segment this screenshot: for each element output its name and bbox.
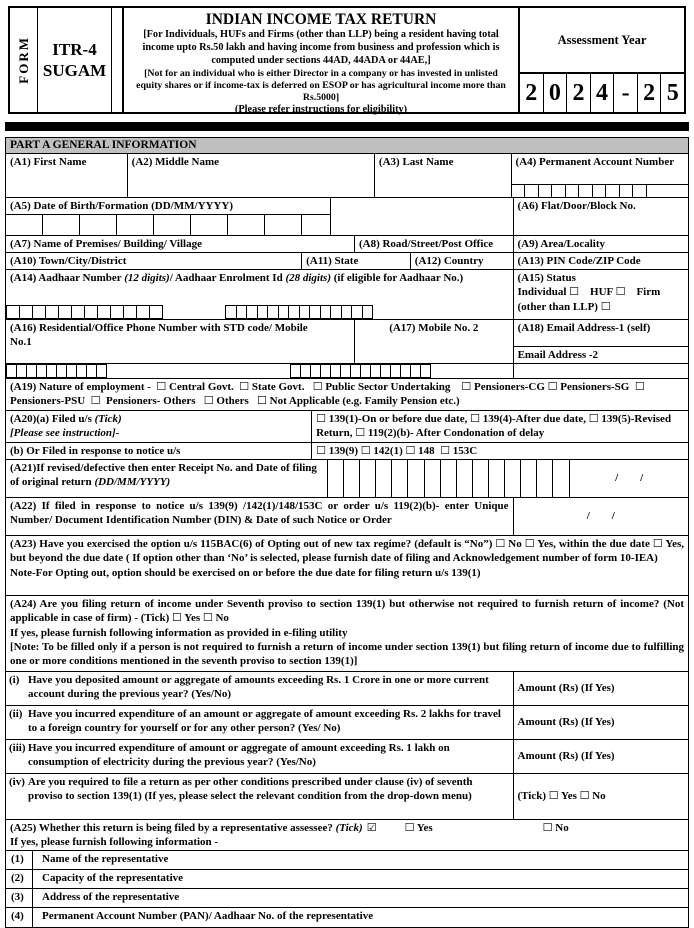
dob-blank-cell[interactable] (331, 198, 513, 235)
rep-1-field[interactable]: Name of the representative (42, 853, 169, 865)
question-iii-number: (iii) (9, 742, 26, 754)
question-i-cell (6, 672, 514, 705)
row-name-pan (6, 154, 688, 198)
question-ii-text: Have you incurred expenditure of an amount or aggregate of amount exceeding Rs. 2 lakhs for travel to a foreign country for yourself or for any other person? (Yes/ No) (28, 708, 501, 735)
form-vertical-label-cell (10, 8, 38, 112)
form-vertical-label: FORM (15, 36, 31, 84)
question-i-number: (i) (9, 674, 20, 686)
question-ii-answer[interactable]: Amount (Rs) (If Yes) (517, 716, 615, 729)
assessment-year-digit[interactable]: 2 (520, 74, 544, 112)
row-a23 (6, 536, 688, 596)
rep-3-number: (3) (6, 889, 33, 907)
field-a11-state[interactable] (302, 253, 411, 269)
rep-2-field[interactable]: Capacity of the representative (42, 872, 184, 884)
field-a22-label: (A22) If filed in response to notice u/s 139(9) /142(1)/148/153C or order u/s 119(2)(b)- enter Unique Number/ Document Identification Number (DIN) & Date of such Notice or Order (6, 498, 514, 535)
field-a5-label: (A5) Date of Birth/Formation (DD/MM/YYYY) (6, 198, 330, 215)
section-divider-bar (5, 122, 689, 131)
field-a25-cell (6, 820, 688, 850)
field-a15-status (514, 270, 689, 319)
field-a14-label-part3: (if eligible for Aadhaar No.) (330, 272, 464, 284)
field-a8-road[interactable] (355, 236, 514, 252)
row-question-iv (6, 774, 688, 820)
field-a23-options[interactable]: (A23) Have you exercised the option u/s 115BAC(6) of Opting out of new tax regime? (default is “No”) ☐ No ☐ Yes, within the due date ☐ Yes, but beyond the due date ( If option other than ‘No’ is selected, please furnish date of filing and Acknowledgement number of form 10-IEA) (10, 538, 684, 565)
pan-digit-boxes[interactable] (512, 184, 688, 197)
field-a18-email1-label: (A18) Email Address-1 (self) (517, 322, 651, 334)
field-a10-label: (A10) Town/City/District (10, 255, 127, 267)
form-description-3: (Please refer instructions for eligibility) (234, 104, 408, 116)
field-a2-middle-name[interactable] (128, 154, 375, 197)
field-a13-pin[interactable] (514, 253, 688, 269)
field-a22-date[interactable]: / / (586, 510, 615, 523)
field-a16-label: (A16) Residential/Office Phone Number with STD code/ Mobile No.1 (10, 322, 308, 349)
field-a1-label: (A1) First Name (10, 156, 87, 168)
row-representative-2 (6, 870, 688, 889)
field-a10-town[interactable] (6, 253, 302, 269)
field-a4-label: (A4) Permanent Account Number (515, 156, 675, 168)
aadhaar-boxes-row (6, 305, 513, 319)
rep-1-number: (1) (6, 851, 33, 869)
form-number-cell (38, 8, 112, 112)
question-ii-number: (ii) (9, 708, 23, 720)
field-a20a-label-cell (6, 411, 312, 442)
form-number: ITR-4 (52, 39, 97, 59)
field-a11-label: (A11) State (306, 255, 359, 267)
field-a20b-options[interactable]: ☐ 139(9) ☐ 142(1) ☐ 148 ☐ 153C (316, 445, 478, 457)
row-a19-employment (6, 379, 688, 411)
assessment-year-digit[interactable]: 0 (544, 74, 568, 112)
field-a3-label: (A3) Last Name (378, 156, 454, 168)
question-iv-text: Are you required to file a return as per other conditions prescribed under clause (iv) of seventh proviso to section 139(1) (If yes, please select the relevant condition from the drop-down menu) (28, 776, 473, 803)
field-a16-phone1[interactable] (6, 320, 355, 363)
form-title: INDIAN INCOME TAX RETURN (205, 11, 437, 28)
field-a18-email (514, 320, 688, 363)
question-iv-number: (iv) (9, 776, 25, 788)
field-a25-label: (A25) Whether this return is being filed by a representative assessee? (10, 822, 336, 834)
field-a5-dob (6, 198, 331, 235)
assessment-year-digit[interactable]: 2 (638, 74, 662, 112)
question-i-answer[interactable]: Amount (Rs) (If Yes) (517, 682, 615, 695)
row-a25 (6, 820, 688, 851)
aadhaar-number-boxes[interactable] (6, 305, 163, 319)
field-a12-country[interactable] (411, 253, 514, 269)
row-a24 (6, 596, 688, 672)
field-a18-email2[interactable] (514, 347, 688, 363)
field-a8-label: (A8) Road/Street/Post Office (358, 238, 494, 250)
field-a6-flat[interactable] (514, 198, 688, 235)
field-a4-pan (512, 154, 688, 197)
field-a17-label: (A17) Mobile No. 2 (389, 322, 479, 334)
part-a-title: PART A GENERAL INFORMATION (6, 138, 688, 154)
row-representative-3 (6, 889, 688, 908)
assessment-year-digit[interactable]: 2 (567, 74, 591, 112)
field-a6-label: (A6) Flat/Door/Block No. (517, 200, 636, 212)
field-a18-email1[interactable] (514, 320, 688, 347)
row-a20a (6, 411, 688, 443)
form-subname: SUGAM (42, 61, 107, 80)
field-a25-tick-note: (Tick) (335, 822, 363, 834)
form-description-1: [For Individuals, HUFs and Firms (other than LLP) being a resident having total income upto Rs.50 lakh and having income from business and profession which is computed under sections 44AD, 44ADA or 44AE,] (142, 29, 500, 66)
field-a12-label: (A12) Country (414, 255, 484, 267)
field-a2-label: (A2) Middle Name (131, 156, 220, 168)
a25-checked-checkbox[interactable]: ☑ (366, 822, 377, 834)
field-a14-enrolment-note: (28 digits) (285, 272, 331, 284)
field-a13-label: (A13) PIN Code/ZIP Code (517, 255, 641, 267)
row-a22 (6, 498, 688, 536)
question-iv-answer[interactable]: (Tick) ☐ Yes ☐ No (517, 790, 606, 803)
question-iii-answer[interactable]: Amount (Rs) (If Yes) (517, 750, 615, 763)
field-a23-note: Note-For Opting out, option should be exercised on or before the due date for filing return u/s 139(1) (10, 566, 481, 579)
rep-2-number: (2) (6, 870, 33, 888)
form-description-cell (124, 8, 520, 116)
row-question-i (6, 672, 688, 706)
receipt-number-boxes[interactable] (328, 460, 570, 497)
field-a20b-label: (b) Or Filed in response to notice u/s (6, 443, 312, 459)
field-a17-mobile2[interactable] (355, 320, 514, 363)
assessment-year-separator: - (614, 74, 638, 112)
header-divider (112, 8, 124, 112)
field-a9-area[interactable] (514, 236, 688, 252)
field-a7-premises[interactable] (6, 236, 355, 252)
dob-digit-boxes[interactable] (6, 215, 330, 235)
form-header (8, 6, 686, 114)
field-a24-note: [Note: To be filled only if a person is not required to furnish a return of income under section 139(1) but filing return of income due to fulfilling one or more conditions mentioned in the seventh proviso to section 139(1)] (10, 640, 684, 668)
aadhaar-enrolment-boxes[interactable] (225, 305, 373, 319)
field-a21-date[interactable]: / / (615, 472, 644, 485)
field-a14-label-part1: (A14) Aadhaar Number (10, 272, 125, 284)
phone1-digit-boxes[interactable] (6, 364, 107, 378)
phone-boxes-cell (6, 364, 514, 378)
assessment-year-digit[interactable]: 4 (591, 74, 615, 112)
a25-no-checkbox[interactable]: ☐ No (542, 822, 569, 834)
field-a18-email2-label: Email Address -2 (517, 348, 599, 361)
field-a21-label: (A21)If revised/defective then enter Receipt No. and Date of filing of original return (10, 462, 317, 489)
field-a14-digits-note: (12 digits) (124, 272, 170, 284)
row-a20b (6, 443, 688, 460)
assessment-year-label: Assessment Year (520, 8, 684, 74)
mobile2-digit-boxes[interactable] (290, 364, 431, 378)
question-iii-text: Have you incurred expenditure of amount or aggregate of amount exceeding Rs. 1 lakh on consumption of electricity during the previous year? (Yes/No) (28, 742, 450, 769)
assessment-year-digits[interactable] (520, 74, 684, 112)
field-a21-date-format-note: (DD/MM/YYYY) (94, 476, 171, 489)
field-a20a-label: (A20)(a) Filed u/s (10, 413, 95, 425)
field-a20a-instruction-note: [Please see instruction]- (10, 427, 120, 440)
row-aadhaar-status (6, 270, 688, 320)
row-town (6, 253, 688, 270)
assessment-year-digit[interactable]: 5 (666, 79, 679, 106)
row-question-ii (6, 706, 688, 740)
field-a19-employment-options[interactable]: (A19) Nature of employment - ☐ Central Govt. ☐ State Govt. ☐ Public Sector Undertaking ☐ Pensioners-CG ☐ Pensioners-SG ☐ Pensioners-PSU ☐ Pensioners- Others ☐ Others ☐ Not Applicable (e.g. Family Pension etc.) (10, 381, 651, 408)
row-premises (6, 236, 688, 253)
a25-yes-checkbox[interactable]: ☐ Yes (404, 822, 433, 834)
field-a15-label: (A15) Status (517, 272, 576, 284)
phone-row-blank-cell (514, 364, 689, 378)
field-a23-cell (6, 536, 688, 595)
field-a24-cell (6, 596, 688, 671)
row-phone-boxes (6, 364, 688, 379)
question-ii-cell (6, 706, 514, 739)
row-a21 (6, 460, 688, 498)
field-a24-question[interactable]: (A24) Are you filing return of income under Seventh proviso to section 139(1) but otherwise not required to furnish return of income? (Not applicable in case of firm) - (Tick) ☐ Yes ☐ No (10, 598, 684, 625)
part-a-table (5, 137, 689, 928)
row-representative-1 (6, 851, 688, 870)
field-a1-first-name[interactable] (6, 154, 128, 197)
question-iii-cell (6, 740, 514, 773)
field-a20a-options[interactable]: ☐ 139(1)-On or before due date, ☐ 139(4)-After due date, ☐ 139(5)-Revised Return, ☐ 119(2)(b)- After Condonation of delay (316, 413, 674, 440)
field-a21-label-cell (6, 460, 328, 497)
rep-4-number: (4) (6, 908, 33, 927)
question-i-text: Have you deposited amount or aggregate of amounts exceeding Rs. 1 Crore in one or more current account during the previous year? (Yes/No) (28, 674, 489, 701)
rep-3-field[interactable]: Address of the representative (42, 891, 180, 903)
field-a25-line1 (10, 821, 684, 835)
field-a7-label: (A7) Name of Premises/ Building/ Village (10, 238, 202, 250)
question-iv-cell (6, 774, 514, 819)
field-a9-label: (A9) Area/Locality (517, 238, 605, 250)
row-representative-4 (6, 908, 688, 927)
field-a24-instruction: If yes, please furnish following information as provided in e-filing utility (10, 626, 348, 639)
assessment-year-cell (520, 8, 684, 112)
field-a14-label-part2: / Aadhaar Enrolment Id (169, 272, 286, 284)
row-question-iii (6, 740, 688, 774)
form-description-2: [Not for an individual who is either Director in a company or has invested in unlisted equity shares or if income-tax is deferred on ESOP or has agricultural income more than Rs.5000] (136, 67, 506, 104)
status-checkbox-options[interactable]: Individual ☐ HUF ☐ Firm (other than LLP) ☐ (517, 286, 664, 313)
field-a3-last-name[interactable] (375, 154, 512, 197)
field-a25-line2: If yes, please furnish following information - (10, 836, 219, 849)
field-a14-aadhaar (6, 270, 514, 319)
field-a20a-tick-note: (Tick) (94, 413, 122, 425)
rep-4-field[interactable]: Permanent Account Number (PAN)/ Aadhaar No. of the representative (42, 910, 374, 922)
row-dob (6, 198, 688, 236)
row-phone-email (6, 320, 688, 364)
